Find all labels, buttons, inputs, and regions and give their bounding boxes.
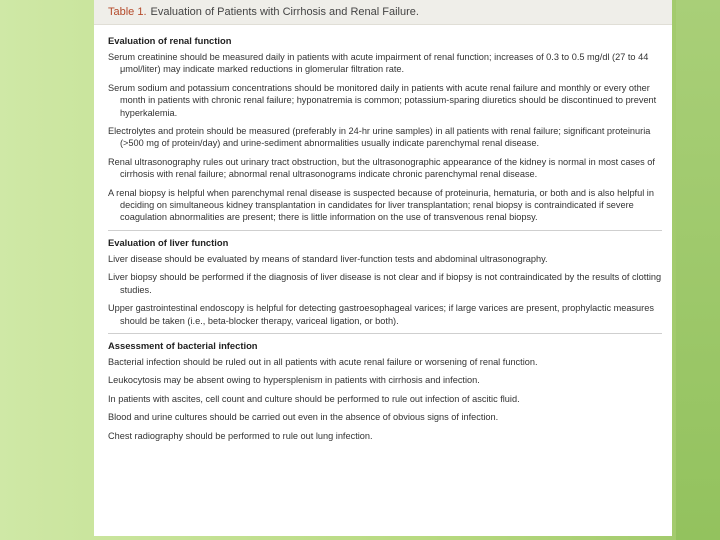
- table-title: Evaluation of Patients with Cirrhosis and Renal Failure.: [150, 6, 419, 18]
- list-item: Renal ultrasonography rules out urinary tract obstruction, but the ultrasonographic appearance of the kidney is normal in most cases of cirrhosis with renal failure; abnormal renal ultrasonograms indicate chronic parenchymal renal disease.: [108, 156, 655, 180]
- table-title-bar: [94, 0, 672, 25]
- list-item: Upper gastrointestinal endoscopy is helpful for detecting gastroesophageal varices; if large varices are present, prophylactic measures should be taken (i.e., beta-blocker therapy, variceal ligation, or both).: [108, 303, 654, 326]
- list-item: Electrolytes and protein should be measured (preferably in 24-hr urine samples) in all patients with renal failure; significant proteinuria (>500 mg of protein/day) and urine-sediment abnormalities usually indicate parenchymal renal disease.: [108, 126, 651, 149]
- document-page: [94, 0, 672, 536]
- slide-background-band: [676, 0, 720, 540]
- list-item: Serum sodium and potassium concentrations should be monitored daily in patients with acute renal failure and monthly or every other month in patients with chronic renal failure; hyponatremia is common; potassium-sparing diuretics should be discontinued to prevent hyperkalemia.: [108, 82, 657, 118]
- section-divider: [108, 230, 662, 231]
- list-item: A renal biopsy is helpful when parenchymal renal disease is suspected because of proteinuria, hematuria, or both and is also helpful in deciding on simultaneous kidney transplantation in candidates for liver transplantation; renal biopsy is contraindicated if severe coagulation abnormalities are present; there is little information on the use of transvenous renal biopsy.: [108, 187, 654, 223]
- list-item: Leukocytosis may be absent owing to hypersplenism in patients with cirrhosis and infection.: [108, 375, 480, 386]
- section-heading-renal: Evaluation of renal function: [108, 35, 232, 46]
- list-item: Blood and urine cultures should be carried out even in the absence of obvious signs of infection.: [108, 412, 499, 423]
- table-body: [94, 25, 672, 442]
- list-item: Chest radiography should be performed to rule out lung infection.: [108, 430, 373, 441]
- list-item: In patients with ascites, cell count and culture should be performed to rule out infection of ascitic fluid.: [108, 393, 520, 404]
- section-heading-infection: Assessment of bacterial infection: [108, 339, 258, 351]
- list-item: Serum creatinine should be measured daily in patients with acute impairment of renal function; increases of 0.3 to 0.5 mg/dl (27 to 44 μmol/liter) may indicate marked reductions in glomerular filtration rate.: [108, 52, 649, 75]
- list-item: Bacterial infection should be ruled out in all patients with acute renal failure or worsening of renal function.: [108, 356, 538, 367]
- list-item: Liver disease should be evaluated by means of standard liver-function tests and abdominal ultrasonography.: [108, 253, 548, 264]
- list-item: Liver biopsy should be performed if the diagnosis of liver disease is not clear and if biopsy is not contraindicated by the results of clotting studies.: [108, 272, 662, 295]
- section-heading-liver: Evaluation of liver function: [108, 236, 229, 248]
- section-divider: [108, 333, 662, 334]
- table-number: Table 1.: [108, 6, 147, 18]
